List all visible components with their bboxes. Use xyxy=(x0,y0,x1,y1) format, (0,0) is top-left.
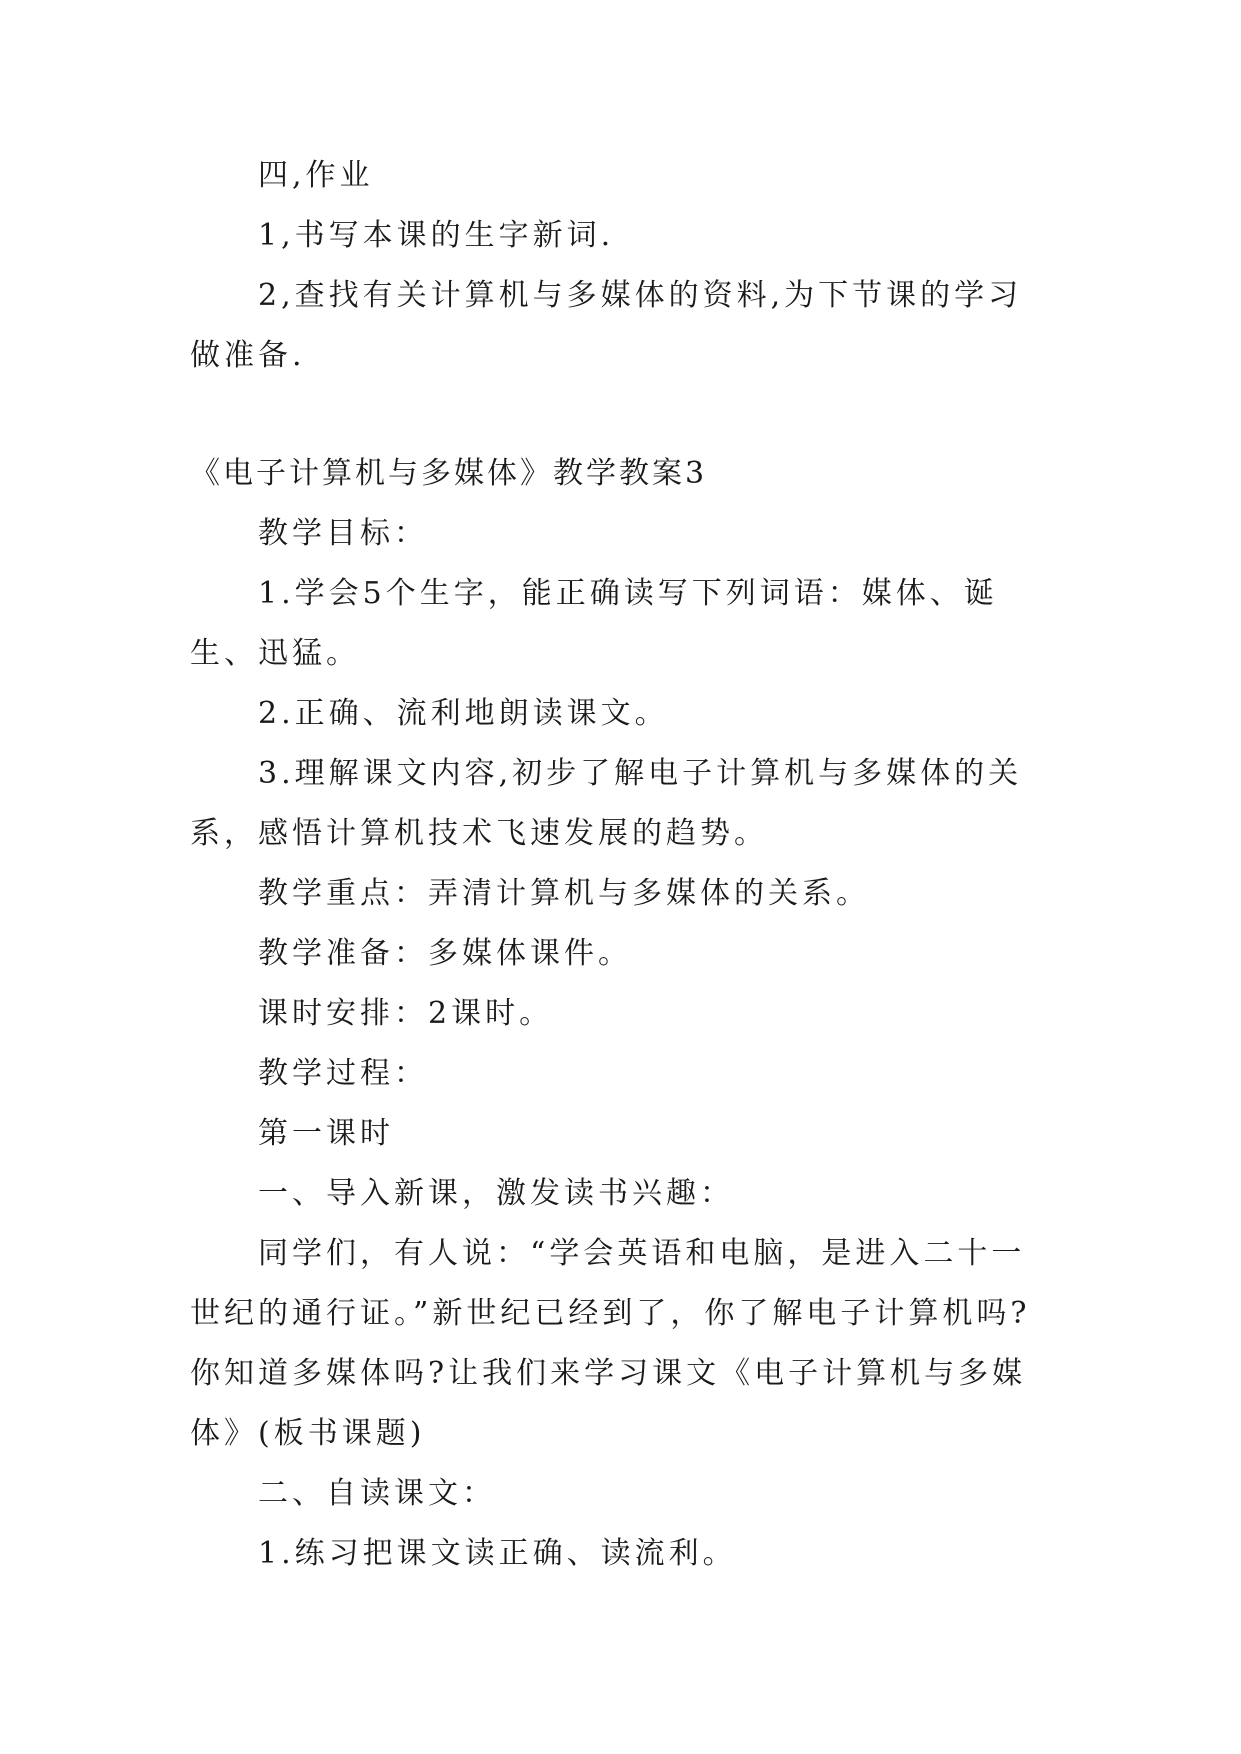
step-2-heading: 二、自读课文： xyxy=(258,1476,496,1511)
key-point: 教学重点：弄清计算机与多媒体的关系。 xyxy=(258,876,870,911)
step-1-heading: 一、导入新课，激发读书兴趣： xyxy=(258,1176,734,1211)
homework-item-1: 1,书写本课的生字新词. xyxy=(258,218,615,253)
goal-item-2: 2.正确、流利地朗读课文。 xyxy=(258,696,669,731)
goals-heading: 教学目标： xyxy=(258,516,428,551)
lesson-title: 《电子计算机与多媒体》教学教案3 xyxy=(190,456,708,491)
period-heading: 第一课时 xyxy=(258,1116,394,1151)
preparation: 教学准备：多媒体课件。 xyxy=(258,936,632,971)
process-heading: 教学过程： xyxy=(258,1056,428,1091)
goal-item-3: 3.理解课文内容,初步了解电子计算机与多媒体的关系，感悟计算机技术飞速发展的趋势。 xyxy=(190,756,1023,851)
homework-heading: 四,作业 xyxy=(258,158,374,193)
schedule: 课时安排：2课时。 xyxy=(258,996,554,1031)
goal-item-1: 1.学会5个生字，能正确读写下列词语：媒体、诞生、迅猛。 xyxy=(190,576,998,671)
homework-item-2: 2,查找有关计算机与多媒体的资料,为下节课的学习做准备. xyxy=(190,278,1023,373)
step-1-body: 同学们，有人说：“学会英语和电脑，是进入二十一世纪的通行证。”新世纪已经到了，你了解电子计算机吗?你知道多媒体吗?让我们来学习课文《电子计算机与多媒体》(板书课题) xyxy=(190,1236,1031,1451)
step-2-item-1: 1.练习把课文读正确、读流利。 xyxy=(258,1536,737,1571)
